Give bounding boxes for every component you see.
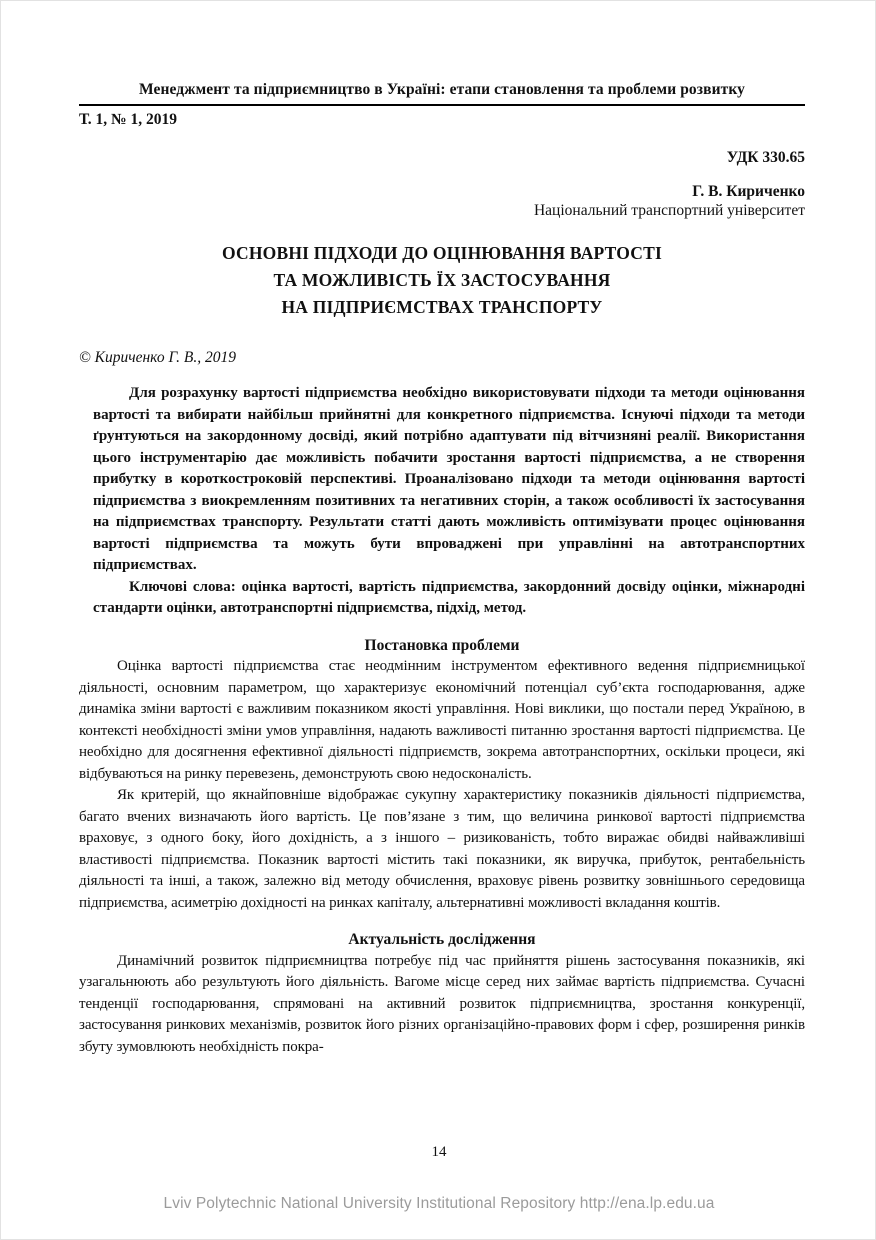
abstract-block — [93, 383, 805, 620]
section-heading-problem-statement: Постановка проблеми — [364, 636, 520, 654]
section2-paragraph-1: Динамічний розвиток підприємництва потребує під час прийняття рішень застосування показників, які узагальнюють або результують його діяльність. Вагоме місце серед них займає вартість підприємства. Сучасні тенденції господарювання, спрямовані на активний розвиток підприємництва, зростання конкуренції, застосування ринкових механізмів, розвиток його різних організаційно-правових форм і сфер, розширення ринків збуту зумовлюють необхідність покра- — [79, 952, 805, 1055]
abstract-text: Для розрахунку вартості підприємства необхідно використовувати підходи та методи оцінювання вартості та вибирати найбільш прийнятні для конкретного підприємства. Існуючі підходи та методи ґрунтуються на закордонному досвіді, який потрібно адаптувати під вітчизняні реалії. Використання цього інструментарію дає можливість побачити зростання вартості підприємства, а не створення прибутку в короткостроковій перспективі. Проаналізовано підходи та методи оцінювання вартості підприємства з виокремленням позитивних та негативних сторін, а також особливості їх застосування на підприємствах транспорту. Результати статті дають можливість оптимізувати процес оцінювання вартості підприємства та можуть бути впроваджені при управлінні на автотранспортних підприємствах. — [93, 385, 805, 573]
section1-paragraph-1: Оцінка вартості підприємства стає неодмінним інструментом ефективного ведення підприємницької діяльності, основним параметром, що характеризує економічний потенціал суб’єкта господарювання, адже динаміка зміни вартості є важливим показником якості управління. Нові виклики, що постали перед Україною, в контексті необхідності зміни умов управління, надають важливості питанню зростання вартості підприємства. Це необхідно для досягнення ефективної діяльності підприємств, зокрема автотранспортних, оскільки процеси, які відбуваються на ринку перевезень, демонструють свою недосконалість. — [79, 658, 805, 782]
author-affiliation: Національний транспортний університет — [533, 202, 805, 219]
section-heading-research-relevance: Актуальність дослідження — [348, 931, 536, 948]
section1-paragraph-2: Як критерій, що якнайповніше відображає сукупну характеристику показників діяльності підприємства, багато вчених визначають його вартість. Це пов’язане з тим, що величина ринкової вартості підприємства враховує, з одного боку, його дохідність, а з іншого – ризикованість, тобто виражає обидві найважливіші властивості підприємства. Показник вартості містить такі показники, як виручка, прибуток, рентабельність діяльності та інші, а також, залежно від методу обчислення, враховує рівень розвитку зовнішнього середовища підприємства, асиметрію дохідності на ринках капіталу, альтернативні можливості вкладання коштів. — [79, 787, 805, 911]
journal-running-head: Менеджмент та підприємництво в Україні: етапи становлення та проблеми розвитку — [79, 81, 805, 106]
article-title-line-3: НА ПІДПРИЄМСТВАХ ТРАНСПОРТУ — [281, 297, 603, 317]
article-title-line-2: ТА МОЖЛИВІСТЬ ЇХ ЗАСТОСУВАННЯ — [273, 270, 611, 290]
copyright-line: © Кириченко Г. В., 2019 — [79, 349, 236, 366]
page-number: 14 — [431, 1144, 447, 1160]
udc-code: УДК 330.65 — [726, 149, 805, 166]
keywords-text: оцінка вартості, вартість підприємства, закордонний досвіду оцінки, міжнародні стандарти оцінки, автотранспортні підприємства, підхід, метод. — [93, 578, 805, 616]
journal-volume-issue: Т. 1, № 1, 2019 — [79, 111, 177, 128]
page-content — [79, 81, 805, 1131]
keywords-line — [93, 577, 805, 620]
article-title-line-1: ОСНОВНІ ПІДХОДИ ДО ОЦІНЮВАННЯ ВАРТОСТІ — [221, 243, 663, 263]
repository-footer: Lviv Polytechnic National University Institutional Repository http://ena.lp.edu.ua — [163, 1195, 715, 1212]
article-title — [79, 240, 805, 321]
author-name: Г. В. Кириченко — [692, 183, 805, 200]
keywords-label: Ключові слова: — [129, 578, 236, 595]
